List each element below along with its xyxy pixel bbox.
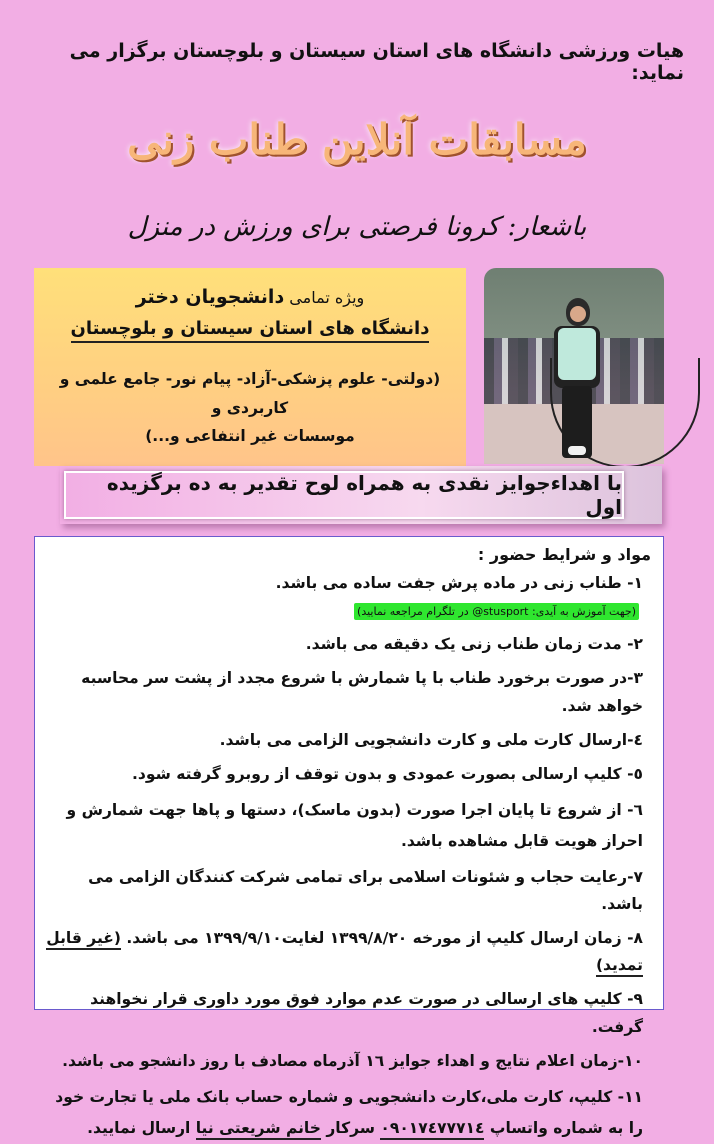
eligibility-prefix: ویژه تمامی (289, 288, 365, 307)
organizer-header: هیات ورزشی دانشگاه های استان سیستان و بلوچستان برگزار می نماید: (69, 40, 684, 84)
prize-text: با اهداءجوایز نقدی به همراه لوح تقدیر به ده برگزیده اول (64, 471, 624, 519)
university-types-line-1: (دولتی- علوم پزشکی-آزاد- پیام نور- جامع علمی و کاربردی و (59, 370, 441, 417)
rules-box (34, 536, 664, 1137)
eligibility-universities: دانشگاه های استان سیستان و بلوچستان (71, 318, 430, 343)
rules-title: مواد و شرایط حضور : (477, 545, 651, 564)
rule-item: ۸- زمان ارسال کلیپ از مورخه ۱۳۹۹/۸/۲۰ لغایت۱۳۹۹/۹/۱۰ می باشد. (غیر قابل تمدید) (45, 925, 651, 979)
rule-item: ٥- کلیپ ارسالی بصورت عمودی و بدون توقف از روبرو گرفته شود. (132, 764, 643, 783)
rule-item: ۳-در صورت برخورد طناب با پا شمارش با شروع مجدد از پشت سر محاسبه خواهد شد. (81, 669, 643, 715)
telegram-note: (جهت آموزش به آیدی: stusport@ در تلگرام مراجعه نمایید) (354, 603, 639, 620)
rule-item: ٤-ارسال کارت ملی و کارت دانشجویی الزامی می باشد. (219, 730, 643, 749)
photo-face (570, 306, 586, 322)
slogan: باشعار: کرونا فرصتی برای ورزش در منزل (127, 212, 587, 242)
photo-person (542, 298, 612, 464)
prize-banner (60, 466, 662, 524)
eligibility-box (34, 268, 466, 466)
university-types (34, 365, 466, 451)
rule-item: ۱- طناب زنی در ماده پرش جفت ساده می باشد. (جهت آموزش به آیدی: stusport@ در تلگرام مراجعه نمایید) (275, 574, 643, 619)
photo-shoe (568, 446, 586, 455)
contact-name: خانم شریعتی نیا (196, 1119, 321, 1140)
rule-item: ۷-رعایت حجاب و شئونات اسلامی برای تمامی شرکت کنندگان الزامی می باشد. (88, 867, 643, 913)
eligibility-line (34, 286, 466, 308)
competition-title: مسابقات آنلاین طناب زنی (127, 115, 587, 164)
rule-item: ۱۰-زمان اعلام نتایج و اهداء جوایز ١٦ آذرماه مصادف با روز دانشجو می باشد. (62, 1051, 643, 1070)
eligibility-target: دانشجویان دختر (135, 286, 285, 308)
photo-vest (558, 328, 596, 380)
rule-item: ۹- کلیپ های ارسالی در صورت عدم موارد فوق مورد داوری قرار نخواهند گرفت. (90, 990, 643, 1036)
rule-item: ٦- از شروع تا پایان اجرا صورت (بدون ماسک)، دستها و پاها جهت شمارش و احراز هویت قابل مشاهده باشد. (66, 800, 643, 850)
jump-rope-photo (484, 268, 664, 464)
non-extendable-note: (غیر قابل تمدید) (46, 929, 643, 977)
rule-item: ۱۱- کلیپ، کارت ملی،کارت دانشجویی و شماره حساب بانک ملی یا تجارت خود را به شماره واتساپ ۰۹۰۱۷٤۷۷۷۱٤ سرکار خانم شریعتی نیا ارسال نمایید. (45, 1082, 651, 1144)
whatsapp-number: ۰۹۰۱۷٤۷۷۷۱٤ (380, 1119, 484, 1140)
rule-item: ۲- مدت زمان طناب زنی یک دقیقه می باشد. (305, 635, 643, 654)
university-types-line-2: موسسات غیر انتفاعی و...) (145, 427, 355, 446)
